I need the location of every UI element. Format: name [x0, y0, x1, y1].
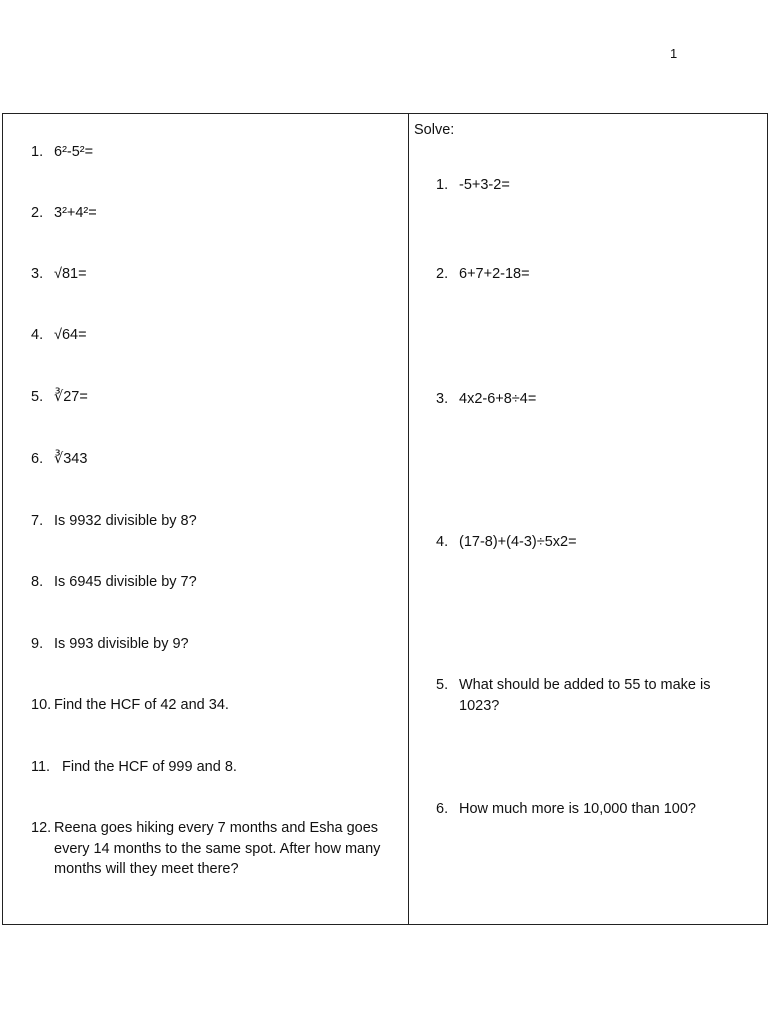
question-item — [436, 264, 726, 285]
question-text: Find the HCF of 999 and 8. — [62, 759, 237, 775]
question-number: 12. — [31, 820, 52, 836]
question-number: 3. — [31, 266, 44, 282]
question-item — [31, 511, 401, 532]
question-number: 6. — [436, 801, 449, 817]
question-text: 3²+4²= — [54, 205, 97, 221]
question-text: Is 9932 divisible by 8? — [54, 513, 197, 529]
question-number: 3. — [436, 391, 449, 407]
question-item — [31, 695, 401, 716]
question-item — [436, 175, 726, 196]
question-item — [31, 757, 401, 778]
question-text: What should be added to 55 to make is 1023? — [459, 677, 711, 714]
question-number: 4. — [436, 534, 449, 550]
question-text: How much more is 10,000 than 100? — [459, 801, 696, 817]
question-number: 2. — [436, 266, 449, 282]
question-text: -5+3-2= — [459, 177, 510, 193]
solve-heading: Solve: — [414, 122, 455, 138]
question-text: √64= — [54, 327, 87, 343]
question-number: 10. — [31, 697, 52, 713]
question-text: Is 6945 divisible by 7? — [54, 574, 197, 590]
question-item — [436, 389, 726, 410]
question-number: 7. — [31, 513, 44, 529]
question-item — [31, 142, 401, 163]
question-text: (17-8)+(4-3)÷5x2= — [459, 534, 577, 550]
question-item — [31, 634, 401, 655]
question-item — [31, 387, 401, 408]
question-text: 6+7+2-18= — [459, 266, 530, 282]
question-number: 5. — [31, 389, 44, 405]
question-item — [436, 532, 726, 553]
column-divider — [408, 114, 409, 924]
question-item — [31, 449, 401, 470]
question-number: 2. — [31, 205, 44, 221]
question-text: 6²-5²= — [54, 144, 94, 160]
question-text: ∛343 — [54, 451, 88, 467]
question-number: 6. — [31, 451, 44, 467]
question-text: √81= — [54, 266, 87, 282]
question-number: 8. — [31, 574, 44, 590]
question-number: 1. — [436, 177, 449, 193]
question-item — [436, 799, 726, 820]
question-number: 4. — [31, 327, 44, 343]
question-text: 4x2-6+8÷4= — [459, 391, 537, 407]
question-item — [436, 675, 726, 716]
question-text: Is 993 divisible by 9? — [54, 636, 189, 652]
question-number: 9. — [31, 636, 44, 652]
question-item — [31, 325, 401, 346]
question-text: ∛27= — [54, 389, 88, 405]
question-number: 1. — [31, 144, 44, 160]
worksheet-table — [2, 113, 768, 925]
question-number: 5. — [436, 677, 449, 693]
page-number: 1 — [670, 46, 678, 61]
question-item — [31, 818, 401, 880]
question-item — [31, 264, 401, 285]
question-item — [31, 572, 401, 593]
question-text: Find the HCF of 42 and 34. — [54, 697, 229, 713]
question-number: 11. — [31, 759, 51, 775]
question-item — [31, 203, 401, 224]
question-text: Reena goes hiking every 7 months and Esha goes every 14 months to the same spot. After how many months will they meet there? — [54, 820, 381, 877]
